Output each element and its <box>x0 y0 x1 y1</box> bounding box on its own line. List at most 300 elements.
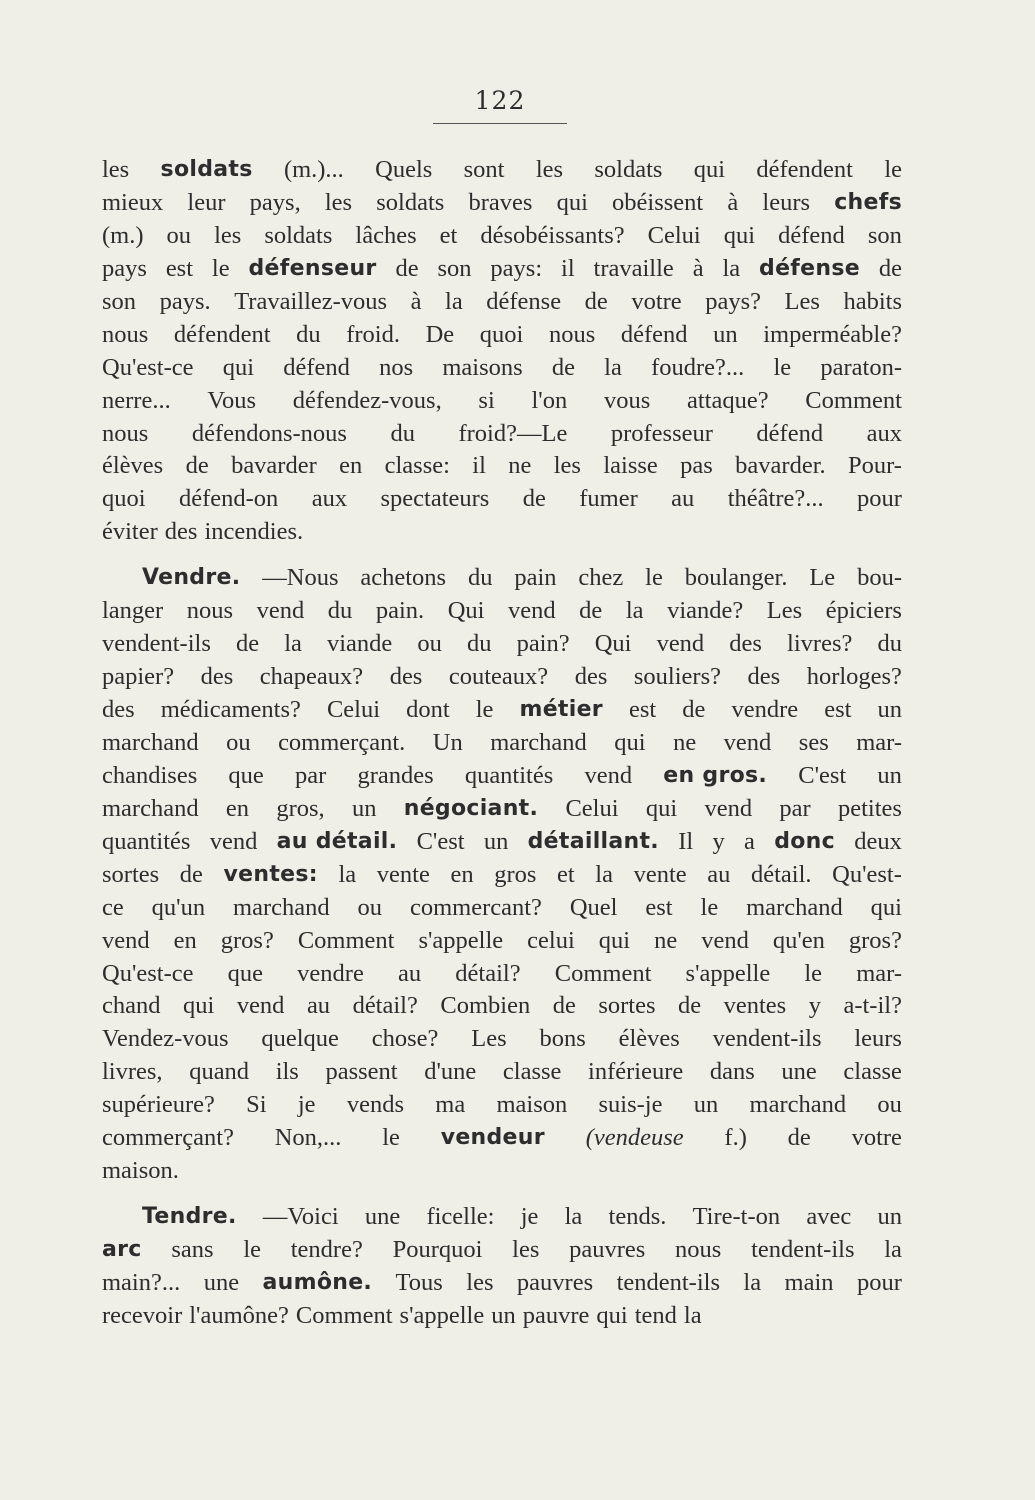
word: défend-on <box>178 485 279 513</box>
word: vend <box>723 728 772 756</box>
word: chez <box>578 564 624 592</box>
word: pain <box>514 564 557 592</box>
word: au <box>671 485 695 513</box>
word: pays <box>102 254 147 282</box>
word: aumône. <box>262 1269 373 1295</box>
word: achetons <box>360 564 447 592</box>
word: les <box>553 452 581 480</box>
word: au <box>398 959 422 987</box>
word: froid?—Le <box>458 419 568 447</box>
word: grandes <box>357 761 434 789</box>
word: soldats <box>376 188 445 216</box>
word: livres? <box>787 630 853 658</box>
word: sans <box>171 1236 214 1263</box>
word: tendent-ils <box>751 1236 855 1263</box>
word: Comment <box>295 1301 393 1329</box>
word: C'est <box>798 761 847 789</box>
word: qui <box>183 992 215 1020</box>
word: De <box>425 320 455 348</box>
word: les <box>214 221 242 249</box>
word: détail? <box>455 959 521 987</box>
word: ne <box>508 452 532 480</box>
text-line <box>102 1023 902 1056</box>
word: votre <box>631 287 682 315</box>
word: froid. <box>346 320 400 348</box>
text-line <box>102 1234 902 1267</box>
word: les <box>102 156 130 183</box>
word: des <box>102 696 135 723</box>
word: vend <box>209 827 258 855</box>
text-line <box>102 727 902 760</box>
word: la <box>625 597 644 625</box>
word: vendent-ils <box>712 1025 822 1053</box>
word: sont <box>463 156 505 183</box>
word: Celui <box>647 221 701 249</box>
word: aux <box>866 419 902 447</box>
word: dans <box>709 1058 755 1086</box>
word: la <box>683 1301 702 1329</box>
word: et <box>439 221 458 249</box>
word: vente <box>633 860 687 888</box>
word: Vendez-vous <box>102 1025 229 1053</box>
word: Qui <box>447 597 485 625</box>
word: souliers? <box>633 663 721 691</box>
word: supérieure? <box>102 1091 215 1119</box>
word: donc <box>774 828 835 854</box>
text-line <box>102 516 902 549</box>
word: à <box>410 287 422 315</box>
word: Si <box>246 1091 267 1119</box>
word: vous <box>603 386 651 414</box>
word: en <box>225 794 250 822</box>
word: nos <box>379 353 414 381</box>
word: il <box>561 254 575 282</box>
word: en <box>173 926 197 954</box>
text-line <box>102 925 902 958</box>
paragraph-gap <box>102 1188 902 1201</box>
word: ma <box>435 1091 466 1119</box>
word: de <box>678 992 702 1020</box>
paragraph-gap <box>102 549 902 562</box>
word: Quels <box>375 156 433 183</box>
word: recevoir <box>102 1301 183 1329</box>
word: inférieure <box>588 1058 684 1086</box>
word: je <box>297 1091 316 1119</box>
word: travaille <box>593 254 674 282</box>
word: sortes <box>102 860 160 888</box>
word: vendeur <box>440 1125 545 1151</box>
word: ses <box>798 728 829 756</box>
word: leur <box>187 188 226 216</box>
word: Un <box>432 728 463 756</box>
word: détail? <box>352 992 418 1020</box>
word: élèves <box>102 452 164 480</box>
text-line <box>102 826 902 859</box>
word: défense <box>759 255 860 281</box>
word: qui <box>693 156 726 183</box>
word: incendies. <box>204 518 304 546</box>
word: pays. <box>159 287 211 315</box>
word: fumer <box>579 485 638 513</box>
word: du <box>466 630 492 658</box>
word: pain. <box>375 597 425 625</box>
word: ce <box>102 893 124 921</box>
word: nerre... <box>102 386 171 414</box>
word: par <box>294 761 327 789</box>
word: classe: <box>384 452 450 480</box>
word: défend <box>620 320 688 348</box>
word: de <box>235 630 260 658</box>
paragraph <box>102 154 902 549</box>
word: Non,... <box>274 1124 342 1152</box>
word: de <box>522 485 546 513</box>
word: défendez-vous, <box>292 386 442 414</box>
word: Tendre. <box>142 1204 237 1230</box>
text-line <box>102 661 902 694</box>
word: de <box>395 254 419 282</box>
word: pour <box>857 485 902 513</box>
text-line <box>102 760 902 793</box>
word: nous <box>548 320 596 348</box>
word: ils <box>275 1058 299 1086</box>
text-line <box>102 253 902 286</box>
text-line <box>102 319 902 352</box>
word: main <box>784 1268 834 1296</box>
word: du <box>296 320 321 348</box>
word: de <box>584 287 608 315</box>
word: son <box>867 221 902 249</box>
word: main?... <box>102 1268 181 1296</box>
word: ne <box>673 728 697 756</box>
word: gros <box>494 860 537 888</box>
word: arc <box>102 1237 142 1262</box>
word: pour <box>856 1268 902 1296</box>
word: défense <box>486 287 562 315</box>
word: désobéissants? <box>480 221 625 249</box>
text-line <box>102 694 902 727</box>
word: élèves <box>618 1025 680 1053</box>
word: par <box>779 794 811 822</box>
word: y <box>712 827 725 855</box>
word: Il <box>678 827 694 855</box>
word: quoi <box>102 485 146 513</box>
text-line <box>102 450 902 483</box>
word: de <box>179 860 203 888</box>
word: soldats <box>264 221 333 249</box>
text-line <box>102 187 902 220</box>
word: papier? <box>102 663 175 691</box>
word: Qui <box>594 630 632 658</box>
word: la <box>284 630 302 658</box>
word: pays? <box>705 287 761 315</box>
word: vend <box>102 926 150 954</box>
text-line <box>102 958 902 991</box>
word: pas <box>680 452 713 480</box>
word: un <box>877 696 902 723</box>
word: nous <box>102 419 149 447</box>
word: mar- <box>856 728 902 756</box>
word: f.) <box>724 1124 747 1152</box>
text-line <box>102 385 902 418</box>
word: négociant. <box>403 795 539 821</box>
word: mar- <box>856 959 902 987</box>
word: le <box>645 564 663 592</box>
word: couteaux? <box>448 663 549 691</box>
word: la <box>743 1268 762 1296</box>
text-line <box>102 859 902 892</box>
word: une <box>203 1268 240 1296</box>
word: un <box>351 794 377 822</box>
word: Le <box>809 564 836 592</box>
word: vendent-ils <box>102 630 211 658</box>
word: a-t-il? <box>843 992 902 1020</box>
word: son <box>102 287 137 315</box>
word: un <box>693 1091 719 1119</box>
word: maisons <box>442 353 523 381</box>
body-text <box>102 154 902 1333</box>
word: Celui <box>326 696 381 723</box>
word: qui <box>870 893 902 921</box>
word: médicaments? <box>160 696 301 723</box>
word: la <box>595 860 613 888</box>
word: aux <box>311 485 348 513</box>
word: classe <box>502 1058 562 1086</box>
word: les <box>324 188 353 216</box>
word: qu'un <box>151 893 206 921</box>
word: professeur <box>610 419 713 447</box>
word: les <box>535 156 564 183</box>
word: qui <box>222 353 254 381</box>
word: la <box>445 287 463 315</box>
word: quantités <box>464 761 554 789</box>
text-line <box>102 1300 902 1333</box>
word: quantités <box>102 827 191 855</box>
word: bou- <box>857 564 902 592</box>
word: le <box>475 696 494 723</box>
word: le <box>700 893 719 921</box>
word: Combien <box>440 992 531 1020</box>
word: obéissent <box>612 188 704 216</box>
text-line <box>102 628 902 661</box>
word: la <box>722 254 741 282</box>
word: Comment <box>554 959 652 987</box>
word: défend <box>283 353 350 381</box>
word: de <box>185 452 209 480</box>
word: quelque <box>261 1025 339 1053</box>
word: la <box>564 1203 583 1231</box>
word: la <box>884 1236 902 1263</box>
word: deux <box>854 827 902 855</box>
text-line <box>102 562 902 595</box>
word: marchand <box>749 1091 847 1119</box>
word: langer <box>102 597 164 625</box>
word: vendre <box>731 696 799 723</box>
word: habits <box>843 287 902 315</box>
word: si <box>478 386 495 414</box>
word: est <box>165 254 194 282</box>
word: Qu'est-ce <box>102 959 194 987</box>
word: vend <box>256 597 305 625</box>
text-line <box>102 286 902 319</box>
word: quoi <box>479 320 524 348</box>
word: s'appelle <box>418 926 504 954</box>
word: s'appelle <box>685 959 771 987</box>
word: bavarder <box>231 452 317 480</box>
word: Tous <box>395 1268 443 1296</box>
text-line <box>102 1267 902 1300</box>
word: ficelle: <box>426 1203 495 1231</box>
word: qui <box>723 221 756 249</box>
text-line <box>102 1122 902 1155</box>
word: quand <box>189 1058 250 1086</box>
word: un <box>877 1203 902 1231</box>
word: je <box>520 1203 539 1231</box>
word: vend <box>701 926 749 954</box>
word: commerçant? <box>102 1124 234 1152</box>
word: Celui <box>565 794 619 822</box>
word: la <box>604 353 622 381</box>
word: en <box>339 452 363 480</box>
word: des <box>574 663 608 691</box>
word: marchand <box>490 728 587 756</box>
word: leurs <box>762 188 811 216</box>
word: marchand <box>102 794 199 822</box>
word: le <box>211 254 230 282</box>
word: s'appelle <box>399 1301 485 1329</box>
word: éviter <box>102 518 158 546</box>
text-line <box>102 793 902 826</box>
word: que <box>227 959 264 987</box>
text-line <box>102 1201 902 1234</box>
word: Qu'est-ce <box>102 353 194 381</box>
word: théâtre?... <box>727 485 824 513</box>
word: celui <box>527 926 575 954</box>
word: sortes <box>598 992 656 1020</box>
word: un <box>713 320 738 348</box>
word: Comment <box>297 926 395 954</box>
word: le <box>382 1124 400 1152</box>
word: la <box>338 860 357 888</box>
word: chapeaux? <box>259 663 364 691</box>
word: gros, <box>276 794 325 822</box>
word: tendre? <box>290 1236 363 1263</box>
word: au détail. <box>276 828 398 854</box>
word: y <box>808 992 821 1020</box>
word: défendons-nous <box>191 419 347 447</box>
word: détail. <box>751 860 812 888</box>
word: Pourquoi <box>392 1236 483 1263</box>
word: tends. <box>608 1203 667 1231</box>
text-line <box>102 1089 902 1122</box>
word: paraton- <box>820 353 902 381</box>
word: défenseur <box>248 255 377 281</box>
word: Pour- <box>847 452 902 480</box>
word: pauvres <box>516 1268 594 1296</box>
word: l'on <box>531 386 568 414</box>
word: Quel <box>569 893 618 921</box>
word: foudre?... <box>651 353 745 381</box>
word: qui <box>614 728 646 756</box>
word: a <box>744 827 755 855</box>
word: au <box>306 992 331 1020</box>
word: qui <box>645 794 678 822</box>
text-line <box>102 352 902 385</box>
word: Les <box>471 1025 507 1053</box>
word: (m.)... <box>283 156 344 183</box>
word: des <box>164 518 198 546</box>
word: l'aumône? <box>189 1301 289 1329</box>
word: chose? <box>371 1025 439 1053</box>
page-number: 122 <box>474 86 526 115</box>
word: du <box>327 597 353 625</box>
word: de <box>551 353 575 381</box>
text-line <box>102 892 902 925</box>
word: petites <box>837 794 902 822</box>
word: horloges? <box>806 663 902 691</box>
word: pauvres <box>569 1236 646 1263</box>
text-line <box>102 483 902 516</box>
word: braves <box>468 188 533 216</box>
word: Les <box>784 287 820 315</box>
word: spectateurs <box>380 485 490 513</box>
word: qui <box>556 188 588 216</box>
text-line <box>102 990 902 1023</box>
word: Les <box>766 597 803 625</box>
word: viande? <box>667 597 744 625</box>
text-line <box>102 220 902 253</box>
paragraph <box>102 562 902 1188</box>
word: soldats <box>160 157 253 182</box>
word: (m.) <box>102 221 144 249</box>
word: un <box>491 1301 516 1329</box>
word: maison <box>496 1091 568 1119</box>
word: en gros. <box>663 762 768 788</box>
word: ventes <box>723 992 787 1020</box>
word: tend <box>634 1301 677 1329</box>
word: défend <box>756 419 824 447</box>
word: un <box>877 761 902 789</box>
word: des <box>729 630 762 658</box>
word: une <box>781 1058 817 1086</box>
word: une <box>364 1203 401 1231</box>
text-line <box>102 418 902 451</box>
word: gros? <box>848 926 902 954</box>
word: —Voici <box>262 1203 339 1231</box>
word: vend <box>584 761 633 789</box>
word: Travaillez-vous <box>234 287 388 315</box>
word: vente <box>376 860 430 888</box>
word: ou <box>166 221 192 249</box>
word: un <box>483 827 509 855</box>
word: métier <box>519 697 603 722</box>
word: le <box>773 353 792 381</box>
word: son <box>437 254 472 282</box>
word: qui <box>598 926 631 954</box>
word: à <box>727 188 739 216</box>
word: vend <box>236 992 285 1020</box>
word: laisse <box>603 452 658 480</box>
word: de <box>682 696 706 723</box>
word: vends <box>346 1091 404 1119</box>
text-line <box>102 595 902 628</box>
word: avec <box>806 1203 852 1231</box>
word: le <box>884 156 902 183</box>
word: boulanger. <box>684 564 788 592</box>
word: mieux <box>102 188 164 216</box>
word: est <box>824 696 852 723</box>
word: les <box>466 1268 494 1296</box>
word: ou <box>877 1091 902 1119</box>
